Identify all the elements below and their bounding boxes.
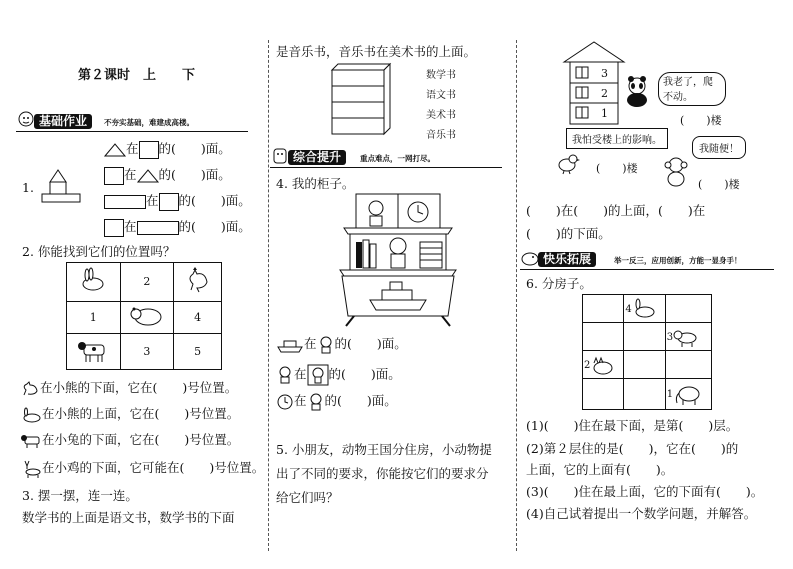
q3-text-line-1: 数学书的上面是语文书，数学书的下面 <box>22 510 235 525</box>
q4-row-2: 在 的( )面。 <box>276 364 401 386</box>
q2-statement-1: 在小熊的下面，它在( )号位置。 <box>20 378 237 397</box>
q1-row-3: 在 的( )面。 <box>104 191 251 211</box>
cat-icon <box>590 355 614 375</box>
triangle-icon <box>137 169 159 183</box>
q5-line-3: 给它们吗？ <box>276 490 339 505</box>
q4-row-1: 在 的( )面。 <box>276 334 407 354</box>
grid-cell-rabbit: 4 <box>624 295 665 323</box>
section-banner-extension <box>520 252 774 270</box>
grid-cell-cat: 2 <box>583 351 624 379</box>
floor-label-3: 3 <box>601 67 608 80</box>
ship-icon <box>276 337 304 353</box>
rabbit-icon <box>632 299 656 319</box>
q4-row-3: 在 的( )面。 <box>276 391 397 411</box>
rabbit-icon <box>78 268 108 292</box>
book-label-chinese: 语文书 <box>426 90 456 101</box>
section-label: 综合提升 <box>288 150 346 165</box>
clock-icon <box>408 202 428 222</box>
lesson-title: 第２课时 上 下 <box>78 68 196 83</box>
dog-icon <box>673 327 699 347</box>
q3-text-line-2: 是音乐书，音乐书在美术书的上面。 <box>276 44 477 59</box>
section-motto: 举一反三，应用创新，方能一显身手！ <box>614 256 742 265</box>
cabinet-diagram <box>336 192 460 328</box>
apartment-building-icon <box>562 40 626 126</box>
rooster-icon <box>183 266 213 294</box>
plant-icon <box>369 201 383 226</box>
mascot-icon <box>16 110 36 130</box>
q1-number: 1. <box>22 180 34 195</box>
floor-label-2: 2 <box>601 87 608 100</box>
q3-title: 3. 摆一摆，连一连。 <box>22 488 138 503</box>
speech-bubble-monkey: 我随便！ <box>692 136 746 159</box>
grid-cell-cow <box>67 333 121 369</box>
animal-position-grid <box>66 262 222 370</box>
cow-icon <box>20 433 42 449</box>
rectangle-icon <box>104 195 146 209</box>
books-icon <box>356 240 376 268</box>
q5-line-1: 5. 小朋友，动物王国分住房，小动物提 <box>276 442 492 457</box>
section-motto: 不夯实基础，难建成高楼。 <box>104 118 194 127</box>
q5-answer-line-2: ( )的下面。 <box>526 226 611 241</box>
column-divider-right <box>516 40 517 551</box>
answer-floor-panda[interactable]: ( )楼 <box>680 114 722 127</box>
section-label: 快乐拓展 <box>538 252 596 267</box>
girl-icon <box>317 336 335 354</box>
book-stack-diagram <box>332 62 394 138</box>
q1-row-2: 在 的( )面。 <box>104 165 231 185</box>
grid-cell-dog: 3 <box>665 323 711 351</box>
speech-bubble-panda: 我老了，爬不动。 <box>658 72 726 106</box>
grid-cell-rabbit <box>67 263 121 302</box>
q6-question-3: (3)( )住在最上面，它的下面有( )。 <box>526 484 764 499</box>
grid-cell: 2 <box>120 263 174 302</box>
q4-title: 4. 我的柜子。 <box>276 176 355 191</box>
clock-icon <box>276 393 294 411</box>
answer-floor-chick[interactable]: ( )楼 <box>596 162 638 175</box>
q6-question-2-cont: 上面，它的上面有( )。 <box>526 462 674 477</box>
book-pile-icon <box>420 242 442 268</box>
book-label-music: 音乐书 <box>426 130 456 141</box>
q2-statement-3: 在小兔的下面，它在( )号位置。 <box>20 430 239 449</box>
section-motto: 重点难点，一网打尽。 <box>360 154 435 163</box>
q1-row-4: 在 的( )面。 <box>104 217 251 237</box>
rabbit-icon <box>20 407 42 423</box>
grid-cell: 1 <box>67 301 121 333</box>
rooster-icon <box>20 381 40 397</box>
section-banner-comprehensive <box>270 150 502 168</box>
q6-question-2: (2)第２层住的是( )，它在( )的 <box>526 441 739 456</box>
mascot-icon <box>270 146 290 166</box>
mascot-icon <box>520 248 540 268</box>
cow-icon <box>76 337 110 363</box>
plant-icon <box>307 364 329 386</box>
answer-floor-monkey[interactable]: ( )楼 <box>698 178 740 191</box>
rectangle-icon <box>137 221 179 235</box>
column-divider-left <box>268 40 269 551</box>
square-icon <box>159 193 179 211</box>
q2-statement-4: 在小鸡的下面，它可能在( )号位置。 <box>20 458 264 479</box>
q6-question-1: (1)( )住在最下面，是第( )层。 <box>526 418 739 433</box>
grid-cell-bear <box>120 301 174 333</box>
q6-title: 6. 分房子。 <box>526 276 592 291</box>
chick-icon <box>556 152 580 174</box>
grid-cell-rooster <box>174 263 222 302</box>
q2-statement-2: 在小熊的上面，它在( )号位置。 <box>20 404 239 423</box>
speech-bubble-chick: 我怕受楼上的影响。 <box>566 128 668 149</box>
elephant-icon <box>673 383 701 405</box>
q5-answer-line-1: ( )在( )的上面，( )在 <box>526 203 706 218</box>
grid-cell: 5 <box>174 333 222 369</box>
grid-cell: 3 <box>120 333 174 369</box>
square-icon <box>104 219 124 237</box>
book-label-math: 数学书 <box>426 70 456 81</box>
section-label: 基础作业 <box>34 114 92 129</box>
q5-line-2: 出了不同的要求，你能按它们的要求分 <box>276 466 489 481</box>
girl-icon <box>307 393 325 411</box>
section-banner-basic <box>16 114 248 132</box>
grid-cell-elephant: 1 <box>665 379 711 410</box>
q2-title: 2. 你能找到它们的位置吗？ <box>22 244 176 259</box>
square-icon <box>104 167 124 185</box>
book-label-art: 美术书 <box>426 110 456 121</box>
deer-icon <box>20 459 42 479</box>
house-grid <box>582 294 712 410</box>
girl-icon <box>276 366 294 384</box>
q6-question-4: (4)自己试着提出一个数学问题，并解答。 <box>526 506 757 521</box>
panda-icon <box>622 76 652 108</box>
triangle-icon <box>104 143 126 157</box>
square-icon <box>139 141 159 159</box>
house-shape-icon <box>42 168 82 204</box>
bear-icon <box>130 305 164 327</box>
grid-cell: 4 <box>174 301 222 333</box>
floor-label-1: 1 <box>601 107 608 120</box>
monkey-icon <box>662 156 690 188</box>
q1-row-1: 在 的( )面。 <box>104 139 231 159</box>
